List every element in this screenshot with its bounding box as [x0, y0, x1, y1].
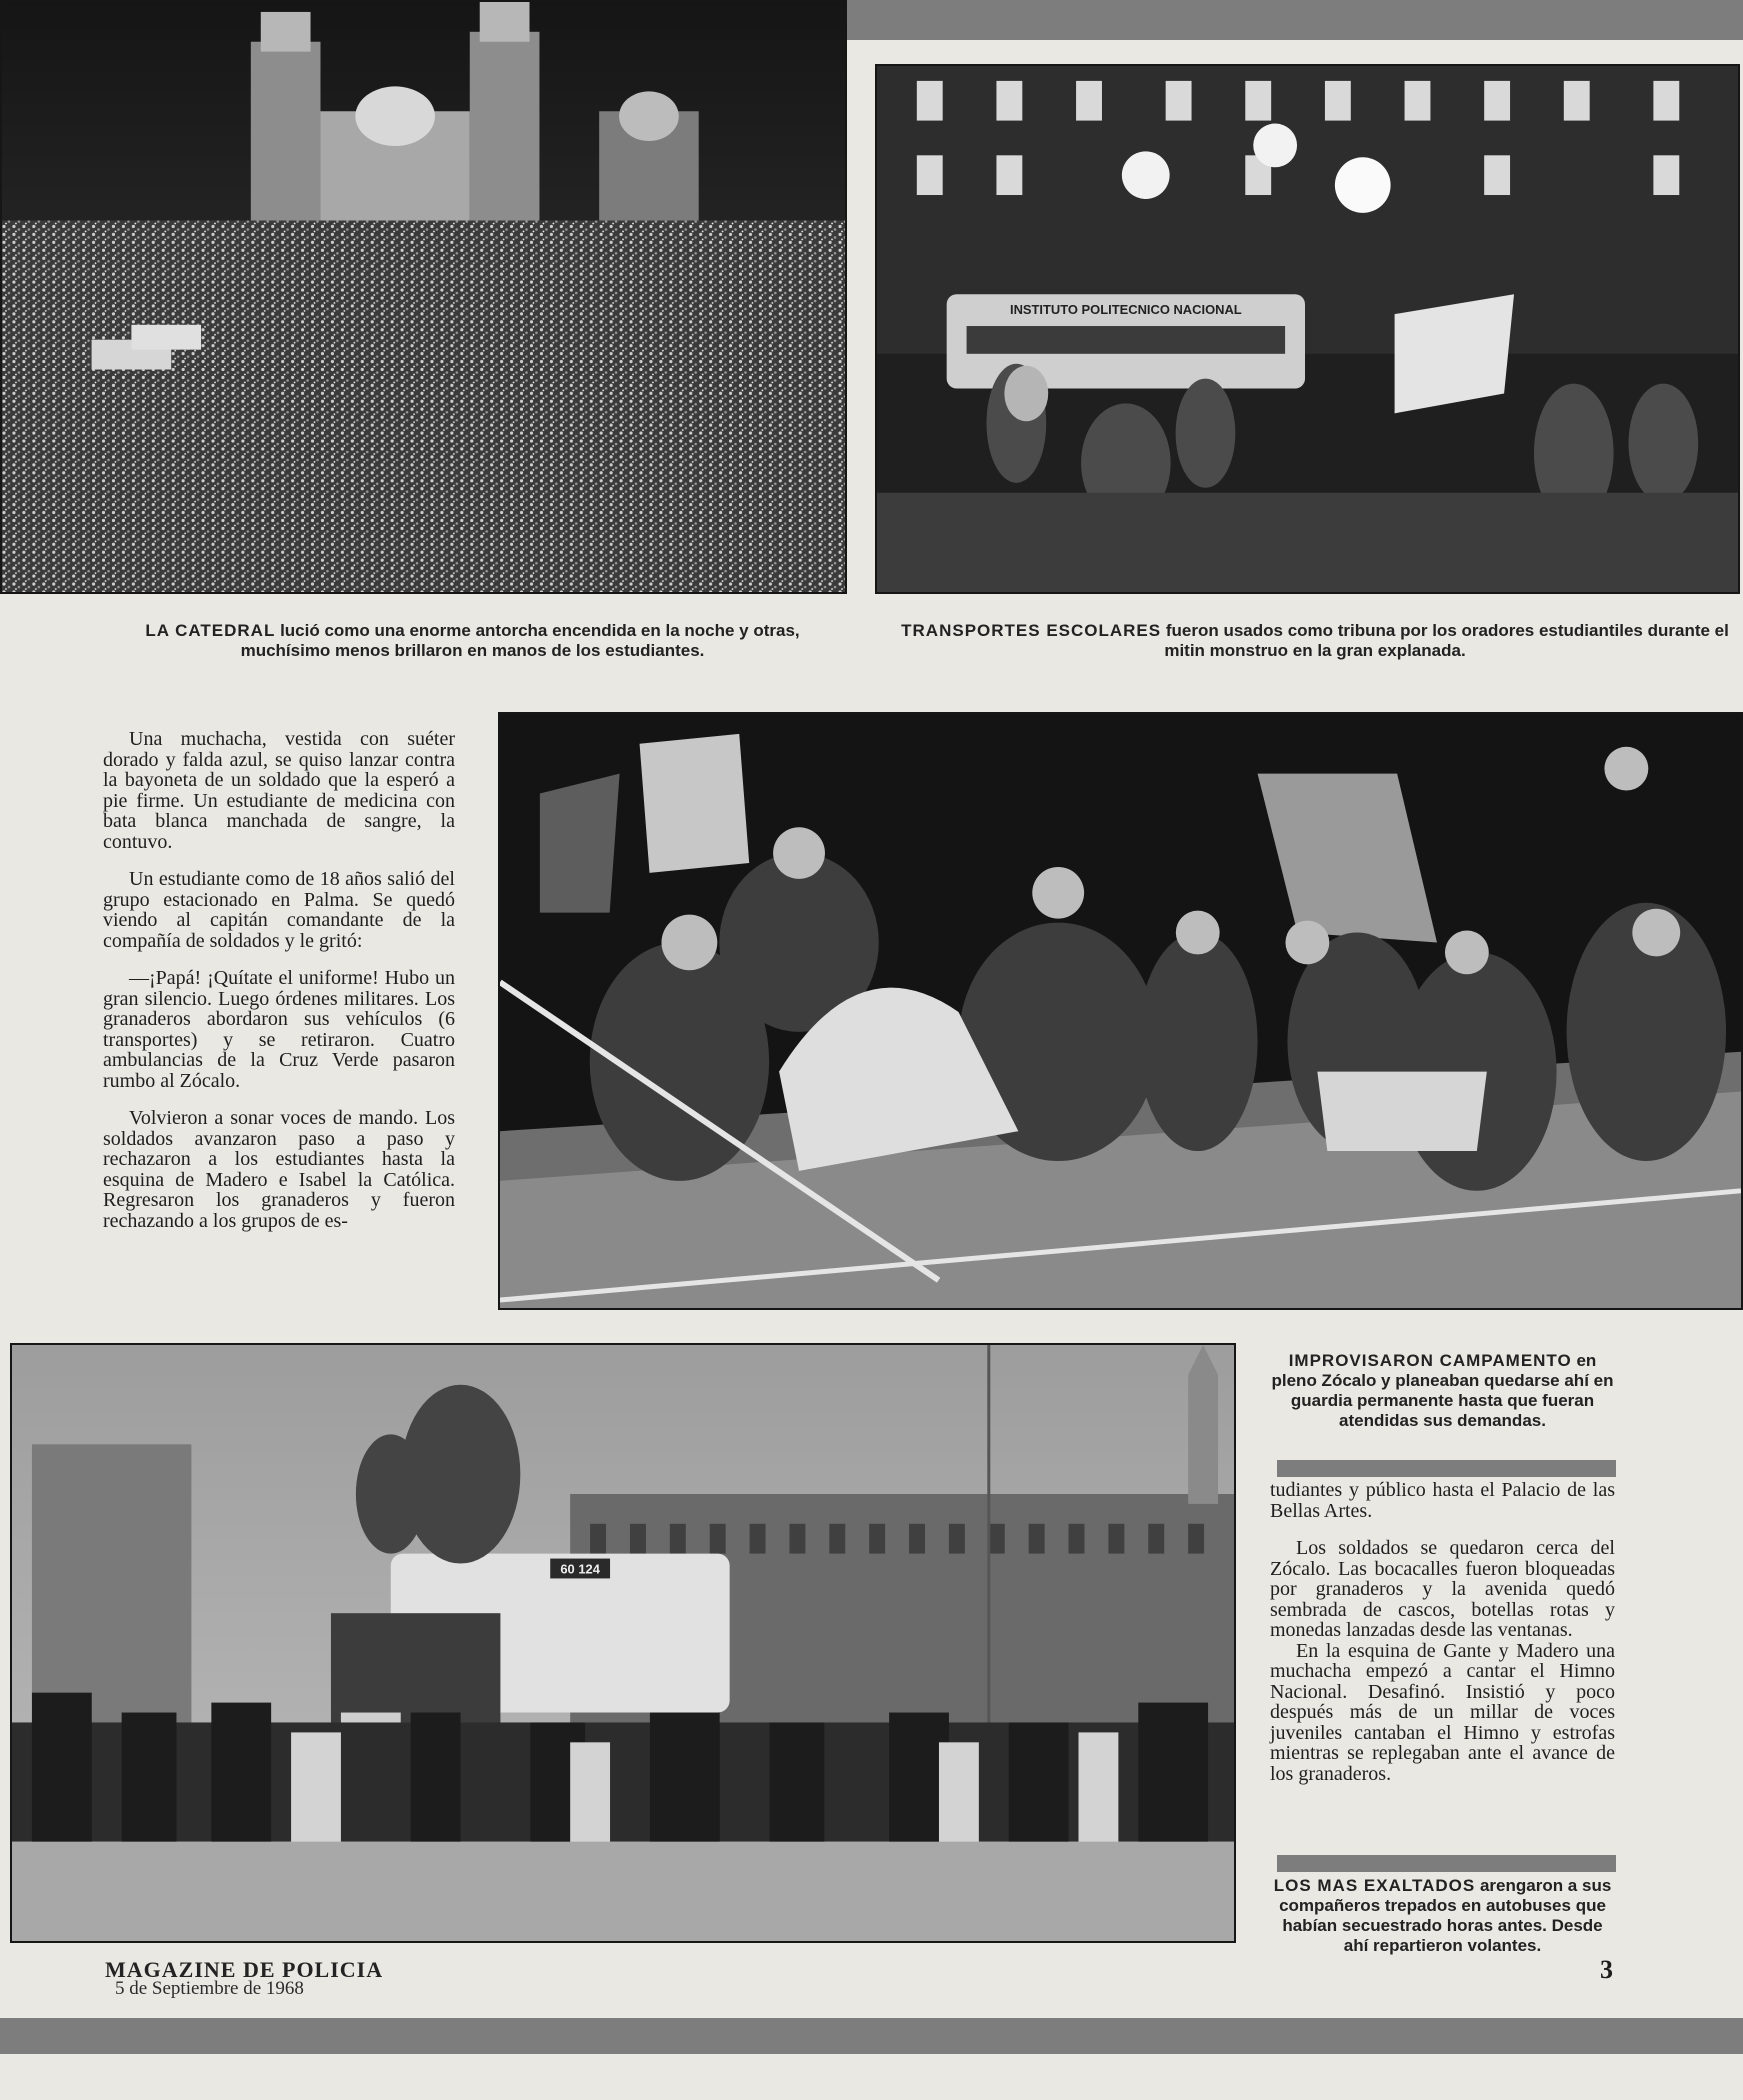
bottom-gray-bar: [0, 2018, 1743, 2054]
article-paragraph: Volvieron a sonar voces de mando. Los soldados avanzaron paso a paso y rechazaron a los estudiantes hasta la esquina de Madero e Isabel la Católica. Regresaron los granaderos y fueron rechazando a los grupos de es-: [103, 1107, 455, 1232]
issue-date: 5 de Septiembre de 1968: [115, 1978, 304, 1999]
article-left-column: [103, 729, 455, 1231]
bus-sign-text: INSTITUTO POLITECNICO NACIONAL: [1009, 302, 1242, 318]
top-gray-bar: [847, 0, 1743, 40]
article-paragraph: Los soldados se quedaron cerca del Zócalo. Las bocacalles fueron bloqueadas por granaderos y la avenida quedó sembrada de cascos, botellas rotas y monedas lanzadas desde las ventanas.: [1270, 1537, 1615, 1641]
exalted-caption-text: arengaron a sus compañeros trepados en autobuses que habían secuestrado horas antes. Desde ahí repartieron volantes.: [1279, 1876, 1612, 1955]
transports-caption: [895, 621, 1735, 661]
exalted-caption-lead: LOS MAS EXALTADOS: [1273, 1876, 1476, 1895]
camp-caption-lead: IMPROVISARON CAMPAMENTO: [1288, 1351, 1572, 1370]
gray-rule: [1277, 1855, 1616, 1872]
cathedral-caption-lead: LA CATEDRAL: [145, 621, 276, 640]
bus-route-number: 60 124: [560, 1561, 600, 1577]
cathedral-crowd-photo: [0, 0, 847, 594]
transports-caption-lead: TRANSPORTES ESCOLARES: [901, 621, 1162, 640]
exalted-caption: [1270, 1876, 1615, 1956]
camp-caption: [1270, 1351, 1615, 1431]
article-paragraph: Un estudiante como de 18 años salió del grupo estacionado en Palma. Se quedó viendo al capitán comandante de la compañía de soldados y le gritó:: [103, 868, 455, 952]
camp-caption-text: en pleno Zócalo y planeaban quedarse ahí en guardia permanente hasta que fueran atendidas sus demandas.: [1271, 1351, 1614, 1430]
magazine-name: MAGAZINE DE POLICIA: [105, 1957, 384, 1982]
article-paragraph: Una muchacha, vestida con suéter dorado y falda azul, se quiso lanzar contra la bayoneta de un soldado que la esperó a pie firme. Un estudiante de medicina con bata blanca manchada de sangre, la contuvo.: [103, 728, 455, 853]
school-bus-rally-photo: [875, 64, 1740, 594]
article-paragraph: En la esquina de Gante y Madero una muchacha empezó a cantar el Himno Nacional. Desafinó. Insistió y poco después más de un millar de voces juveniles cantaban el Himno y estrofas mientras se replegaban ante el avance de los granaderos.: [1270, 1639, 1615, 1785]
article-paragraph: tudiantes y público hasta el Palacio de las Bellas Artes.: [1270, 1479, 1615, 1522]
page-number: 3: [1600, 1955, 1613, 1984]
cathedral-caption: [105, 621, 840, 661]
students-on-buses-photo: [10, 1343, 1236, 1943]
gray-rule: [1277, 1460, 1616, 1477]
article-right-column: [1270, 1480, 1615, 1801]
article-paragraph: —¡Papá! ¡Quítate el uniforme! Hubo un gran silencio. Luego órdenes militares. Los granaderos abordaron sus vehículos (6 transportes) y se retiraron. Cuatro ambulancias de la Cruz Verde pasaron rumbo al Zócalo.: [103, 967, 455, 1092]
transports-caption-text: fueron usados como tribuna por los oradores estudiantiles durante el mitin monstruo en la gran explanada.: [1164, 621, 1729, 660]
student-camp-photo: [498, 712, 1743, 1310]
cathedral-caption-text: lució como una enorme antorcha encendida en la noche y otras, muchísimo menos brillaron en manos de los estudiantes.: [240, 621, 800, 660]
